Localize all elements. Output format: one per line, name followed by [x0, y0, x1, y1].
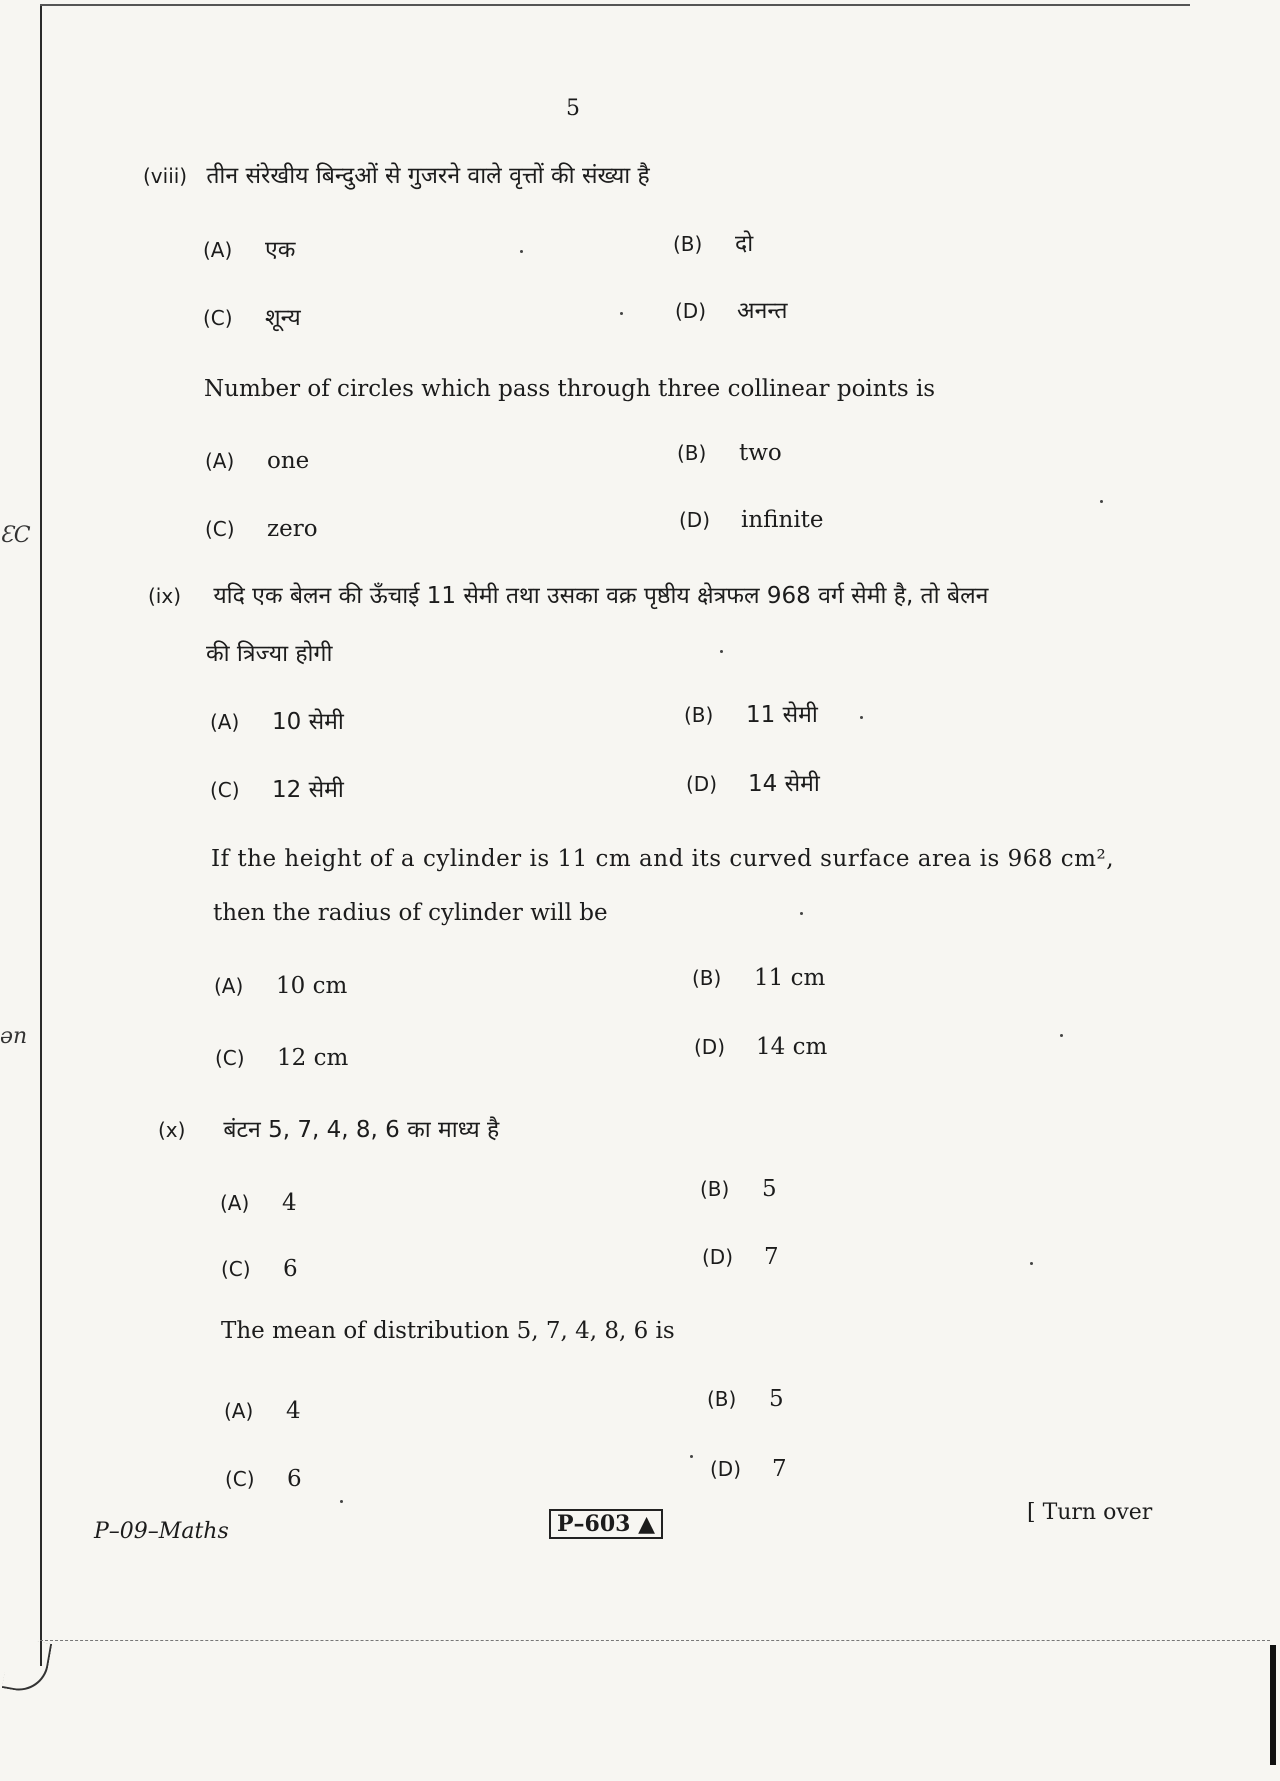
question-text: की त्रिज्या होगी: [206, 641, 333, 667]
scan-speck: [720, 650, 723, 653]
scan-speck: [1060, 1034, 1063, 1037]
question-text: बंटन 5, 7, 4, 8, 6 का माध्य है: [223, 1117, 500, 1143]
option-c: (C) 6: [225, 1466, 302, 1492]
option-d: (D) 7: [702, 1244, 779, 1270]
option-c: (C) शून्य: [203, 305, 301, 331]
option-c: (C) zero: [205, 516, 318, 542]
option-a: (A) one: [205, 448, 310, 474]
scan-speck: [690, 1455, 693, 1458]
scan-speck: [340, 1500, 343, 1503]
question-ix-english-cont: [213, 900, 608, 926]
option-b: (B) 11 सेमी: [684, 702, 818, 728]
question-viii-hindi: [143, 158, 650, 190]
option-d: (D) अनन्त: [675, 298, 788, 324]
option-d: (D) infinite: [679, 507, 824, 533]
question-ix-hindi: [148, 578, 988, 610]
question-text: then the radius of cylinder will be: [213, 900, 608, 926]
scan-speck: [620, 312, 623, 315]
bottom-dashed-edge: [40, 1640, 1270, 1641]
option-a: (A) 4: [220, 1190, 297, 1216]
right-edge-bar: [1270, 1645, 1276, 1765]
scan-speck: [800, 912, 803, 915]
option-d: (D) 14 सेमी: [686, 771, 820, 797]
scan-speck: [1100, 500, 1103, 503]
question-x-hindi: [158, 1112, 499, 1144]
question-number: (x): [158, 1118, 186, 1142]
option-b: (B) 5: [700, 1176, 777, 1202]
option-a: (A) एक: [203, 237, 296, 263]
option-c: (C) 12 cm: [215, 1045, 349, 1071]
question-x-english: [221, 1318, 675, 1344]
question-text: Number of circles which pass through three collinear points is: [204, 376, 936, 402]
scan-speck: [520, 250, 523, 253]
page-number: 5: [566, 96, 580, 121]
top-border: [40, 4, 1190, 6]
question-number: (viii): [143, 164, 188, 188]
margin-fragment: ƐC: [0, 523, 31, 548]
question-text: तीन संरेखीय बिन्दुओं से गुजरने वाले वृत्तों की संख्या है: [206, 163, 650, 189]
option-a: (A) 10 सेमी: [210, 709, 344, 735]
question-viii-english: [204, 376, 935, 402]
scan-speck: [1030, 1262, 1033, 1265]
turn-over-note: [ Turn over: [1027, 1500, 1153, 1525]
question-number: (ix): [148, 584, 181, 608]
question-text: If the height of a cylinder is 11 cm and its curved surface area is 968 cm²,: [211, 846, 1115, 872]
subject-code: P–09–Maths: [94, 1519, 229, 1544]
question-text: The mean of distribution 5, 7, 4, 8, 6 is: [221, 1318, 675, 1344]
option-a: (A) 10 cm: [214, 973, 348, 999]
option-b: (B) 5: [707, 1386, 784, 1412]
margin-fragment: ən: [0, 1024, 28, 1049]
question-ix-english: [211, 846, 1114, 872]
binding-line: [40, 6, 42, 1666]
binding-curl: [2, 1637, 52, 1696]
paper-code-box: P–603 ▲: [549, 1509, 663, 1539]
option-c: (C) 6: [221, 1256, 298, 1282]
option-a: (A) 4: [224, 1398, 301, 1424]
question-ix-hindi-cont: [206, 636, 332, 668]
option-c: (C) 12 सेमी: [210, 777, 344, 803]
question-text: यदि एक बेलन की ऊँचाई 11 सेमी तथा उसका वक्र पृष्ठीय क्षेत्रफल 968 वर्ग सेमी है, तो बेलन: [213, 583, 989, 609]
option-b: (B) two: [677, 440, 782, 466]
scan-speck: [860, 716, 863, 719]
option-b: (B) 11 cm: [692, 965, 826, 991]
option-d: (D) 14 cm: [694, 1034, 828, 1060]
option-b: (B) दो: [673, 231, 754, 257]
option-d: (D) 7: [710, 1456, 787, 1482]
